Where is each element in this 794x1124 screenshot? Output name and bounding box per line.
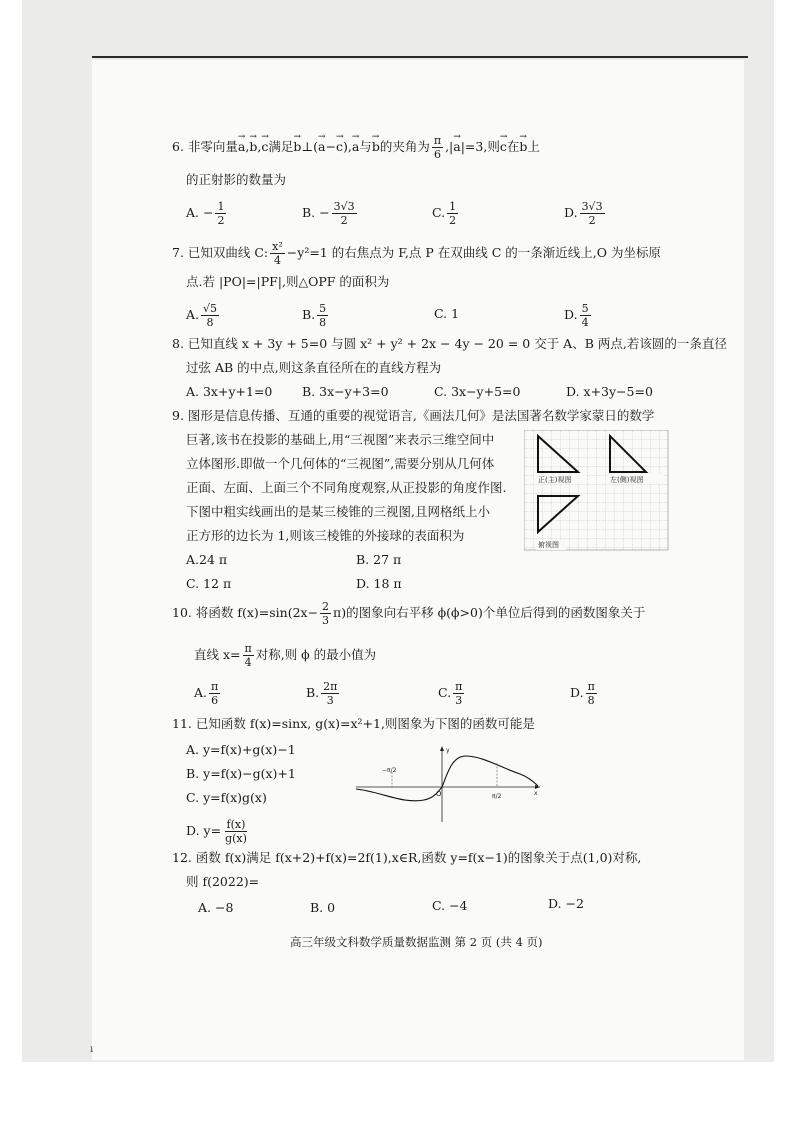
q8-option-b: B. 3x−y+3=0 xyxy=(302,384,389,399)
q8-option-c: C. 3x−y+5=0 xyxy=(434,384,521,399)
q12-option-a: A. −8 xyxy=(198,900,234,915)
q8-option-d: D. x+3y−5=0 xyxy=(566,384,653,399)
q7-stem: 7. 已知双曲线 C: $\frac{\text{x²}}{4}$ −y²=1 的右焦点为 F,点 P 在双曲线 C 的一条渐近线上,O 为坐标原 xyxy=(172,240,661,267)
function-curve xyxy=(356,756,538,801)
q8-stem: 8. 已知直线 x + 3y + 5=0 与圆 x² + y² + 2x − 4y − 20 = 0 交于 A、B 两点,若该圆的一条直径 xyxy=(172,336,727,351)
page-footer: 高三年级文科数学质量数据监测 第 2 页 (共 4 页) xyxy=(290,935,543,949)
q9-stem-line2: 巨著,该书在投影的基础上,用“三视图”来表示三维空间中 xyxy=(186,432,495,447)
pos-half-pi-label: π/2 xyxy=(492,793,502,800)
q11-option-a: A. y=f(x)+g(x)−1 xyxy=(186,742,296,757)
q10-option-b: B. $\frac{2\pi}{3}$ xyxy=(306,680,338,707)
q6-stem-line2: 的正射影的数量为 xyxy=(186,172,287,187)
q9-stem-line6: 正方形的边长为 1,则该三棱锥的外接球的表面积为 xyxy=(186,528,465,543)
q10-option-d: D. $\frac{\pi}{8}$ xyxy=(570,680,595,707)
q9-option-c: C. 12 π xyxy=(186,576,232,591)
q10-stem-line2: 直线 x= $\frac{\pi}{4}$ 对称,则 ϕ 的最小值为 xyxy=(194,642,377,669)
q11-option-d: D. y= $\frac{f(x)}{g(x)}$ xyxy=(186,818,247,845)
q9-option-b: B. 27 π xyxy=(356,552,402,567)
q9-stem-line4: 正面、左面、上面三个不同角度观察,从正投影的角度作图. xyxy=(186,480,507,495)
neg-half-pi-label: −π/2 xyxy=(382,767,397,774)
q10-option-a: A. $\frac{\pi}{6}$ xyxy=(194,680,219,707)
q8-stem-line2: 过弦 AB 的中点,则这条直径所在的直线方程为 xyxy=(186,360,442,375)
page-top-rule xyxy=(92,56,748,58)
q12-option-d: D. −2 xyxy=(548,896,584,911)
q9-stem-line3: 立体图形.即做一个几何体的“三视图”,需要分别从几何体 xyxy=(186,456,495,471)
q9-option-a: A.24 π xyxy=(186,552,228,567)
q11-option-b: B. y=f(x)−g(x)+1 xyxy=(186,766,296,781)
q9-stem: 9. 图形是信息传播、互通的重要的视觉语言,《画法几何》是法国著名数学家蒙日的数学 xyxy=(172,408,655,423)
function-graph xyxy=(352,742,544,824)
q7-option-d: D. $\frac{5}{4}$ xyxy=(564,302,589,329)
q12-stem-line2: 则 f(2022)= xyxy=(186,874,260,889)
q12-option-b: B. 0 xyxy=(310,900,336,915)
q8-option-a: A. 3x+y+1=0 xyxy=(186,384,273,399)
side-view-label: 左(侧)视图 xyxy=(610,476,644,484)
y-axis-label: y xyxy=(446,747,450,754)
top-view-label: 俯视图 xyxy=(538,541,559,549)
x-axis-label: x xyxy=(534,790,538,797)
q7-option-c: C. 1 xyxy=(434,306,460,321)
q6-option-a: A. − $\frac{1}{2}$ xyxy=(186,200,225,227)
q11-stem: 11. 已知函数 f(x)=sinx, g(x)=x²+1,则图象为下图的函数可能是 xyxy=(172,716,535,731)
origin-label: O xyxy=(436,790,442,798)
q9-option-d: D. 18 π xyxy=(356,576,402,591)
front-view-label: 正(主)视图 xyxy=(538,476,572,484)
q10-option-c: C. $\frac{\pi}{3}$ xyxy=(438,680,463,707)
q11-option-c: C. y=f(x)g(x) xyxy=(186,790,267,805)
q7-option-b: B. $\frac{5}{8}$ xyxy=(302,302,327,329)
q7-stem-line2: 点.若 |PO|=|PF|,则△OPF 的面积为 xyxy=(186,274,390,289)
q7-option-a: A. $\frac{√5}{8}$ xyxy=(186,302,218,329)
q6-option-c: C. $\frac{1}{2}$ xyxy=(432,200,457,227)
q12-option-c: C. −4 xyxy=(432,898,468,913)
margin-mark: ı xyxy=(90,1044,94,1055)
q9-stem-line5: 下图中粗实线画出的是某三棱锥的三视图,且网格纸上小 xyxy=(186,504,490,519)
q6-option-d: D. $\frac{3√3}{2}$ xyxy=(564,200,603,227)
three-view-figure xyxy=(524,430,670,552)
q10-stem: 10. 将函数 f(x)=sin(2x− $\frac{2}{3}$ π)的图象向右平移 ϕ(ϕ>0)个单位后得到的函数图象关于 xyxy=(172,600,646,627)
q6-option-b: B. − $\frac{3√3}{2}$ xyxy=(302,200,355,227)
q6-stem: 6. 非零向量→ a,→ b,→ c满足→ b⊥(→ a−→ c),→ a与→ b的夹角为 $\frac{\pi}{6}$ ,|→ a|=3,则→ c在→ b上 xyxy=(172,134,540,161)
q12-stem: 12. 函数 f(x)满足 f(x+2)+f(x)=2f(1),x∈R,函数 y=f(x−1)的图象关于点(1,0)对称, xyxy=(172,850,642,865)
